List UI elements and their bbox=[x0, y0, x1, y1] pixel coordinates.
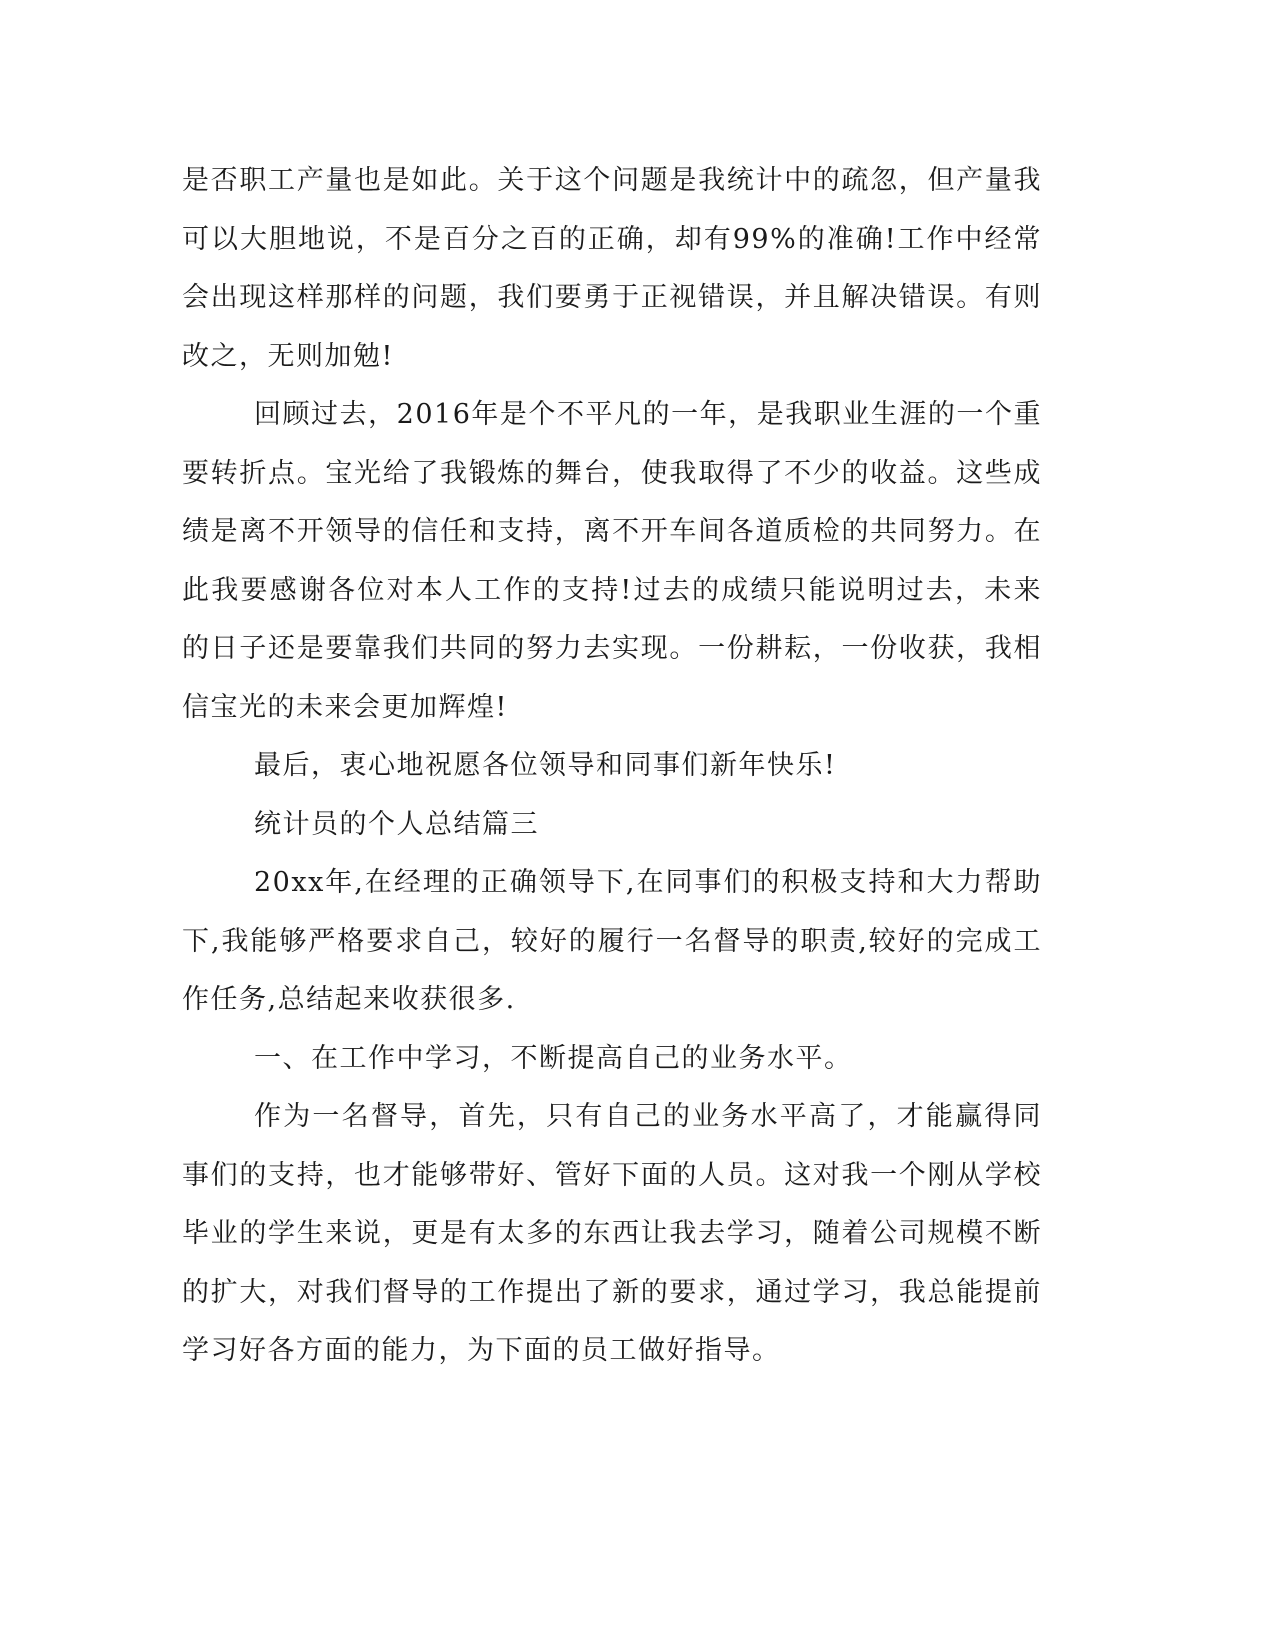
paragraph-supervisor-learning: 作为一名督导，首先，只有自己的业务水平高了，才能赢得同事们的支持，也才能够带好、管好下面的人员。这对我一个刚从学校毕业的学生来说，更是有太多的东西让我去学习，随着公司规模不断的扩大，对我们督导的工作提出了新的要求，通过学习，我总能提前学习好各方面的能力，为下面的员工做好指导。 bbox=[182, 1101, 1042, 1366]
paragraph-year-review: 回顾过去，2016年是个不平凡的一年，是我职业生涯的一个重要转折点。宝光给了我锻炼的舞台，使我取得了不少的收益。这些成绩是离不开领导的信任和支持，离不开车间各道质检的共同努力。在此我要感谢各位对本人工作的支持!过去的成绩只能说明过去，未来的日子还是要靠我们共同的努力去实现。一份耕耘，一份收获，我相信宝光的未来会更加辉煌! bbox=[182, 399, 1042, 723]
subheading-learning: 一、在工作中学习，不断提高自己的业务水平。 bbox=[254, 1042, 853, 1074]
section-title: 统计员的个人总结篇三 bbox=[254, 808, 539, 840]
paragraph-error-review: 是否职工产量也是如此。关于这个问题是我统计中的疏忽，但产量我可以大胆地说，不是百分之百的正确，却有99%的准确!工作中经常会出现这样那样的问题，我们要勇于正视错误，并且解决错误。有则改之，无则加勉! bbox=[182, 165, 1042, 372]
paragraph-intro-20xx: 20xx年,在经理的正确领导下,在同事们的积极支持和大力帮助下,我能够严格要求自己，较好的履行一名督导的职责,较好的完成工作任务,总结起来收获很多. bbox=[182, 867, 1042, 1015]
paragraph-new-year-wishes: 最后，衷心地祝愿各位领导和同事们新年快乐! bbox=[254, 750, 837, 781]
document-body bbox=[182, 152, 1042, 1381]
